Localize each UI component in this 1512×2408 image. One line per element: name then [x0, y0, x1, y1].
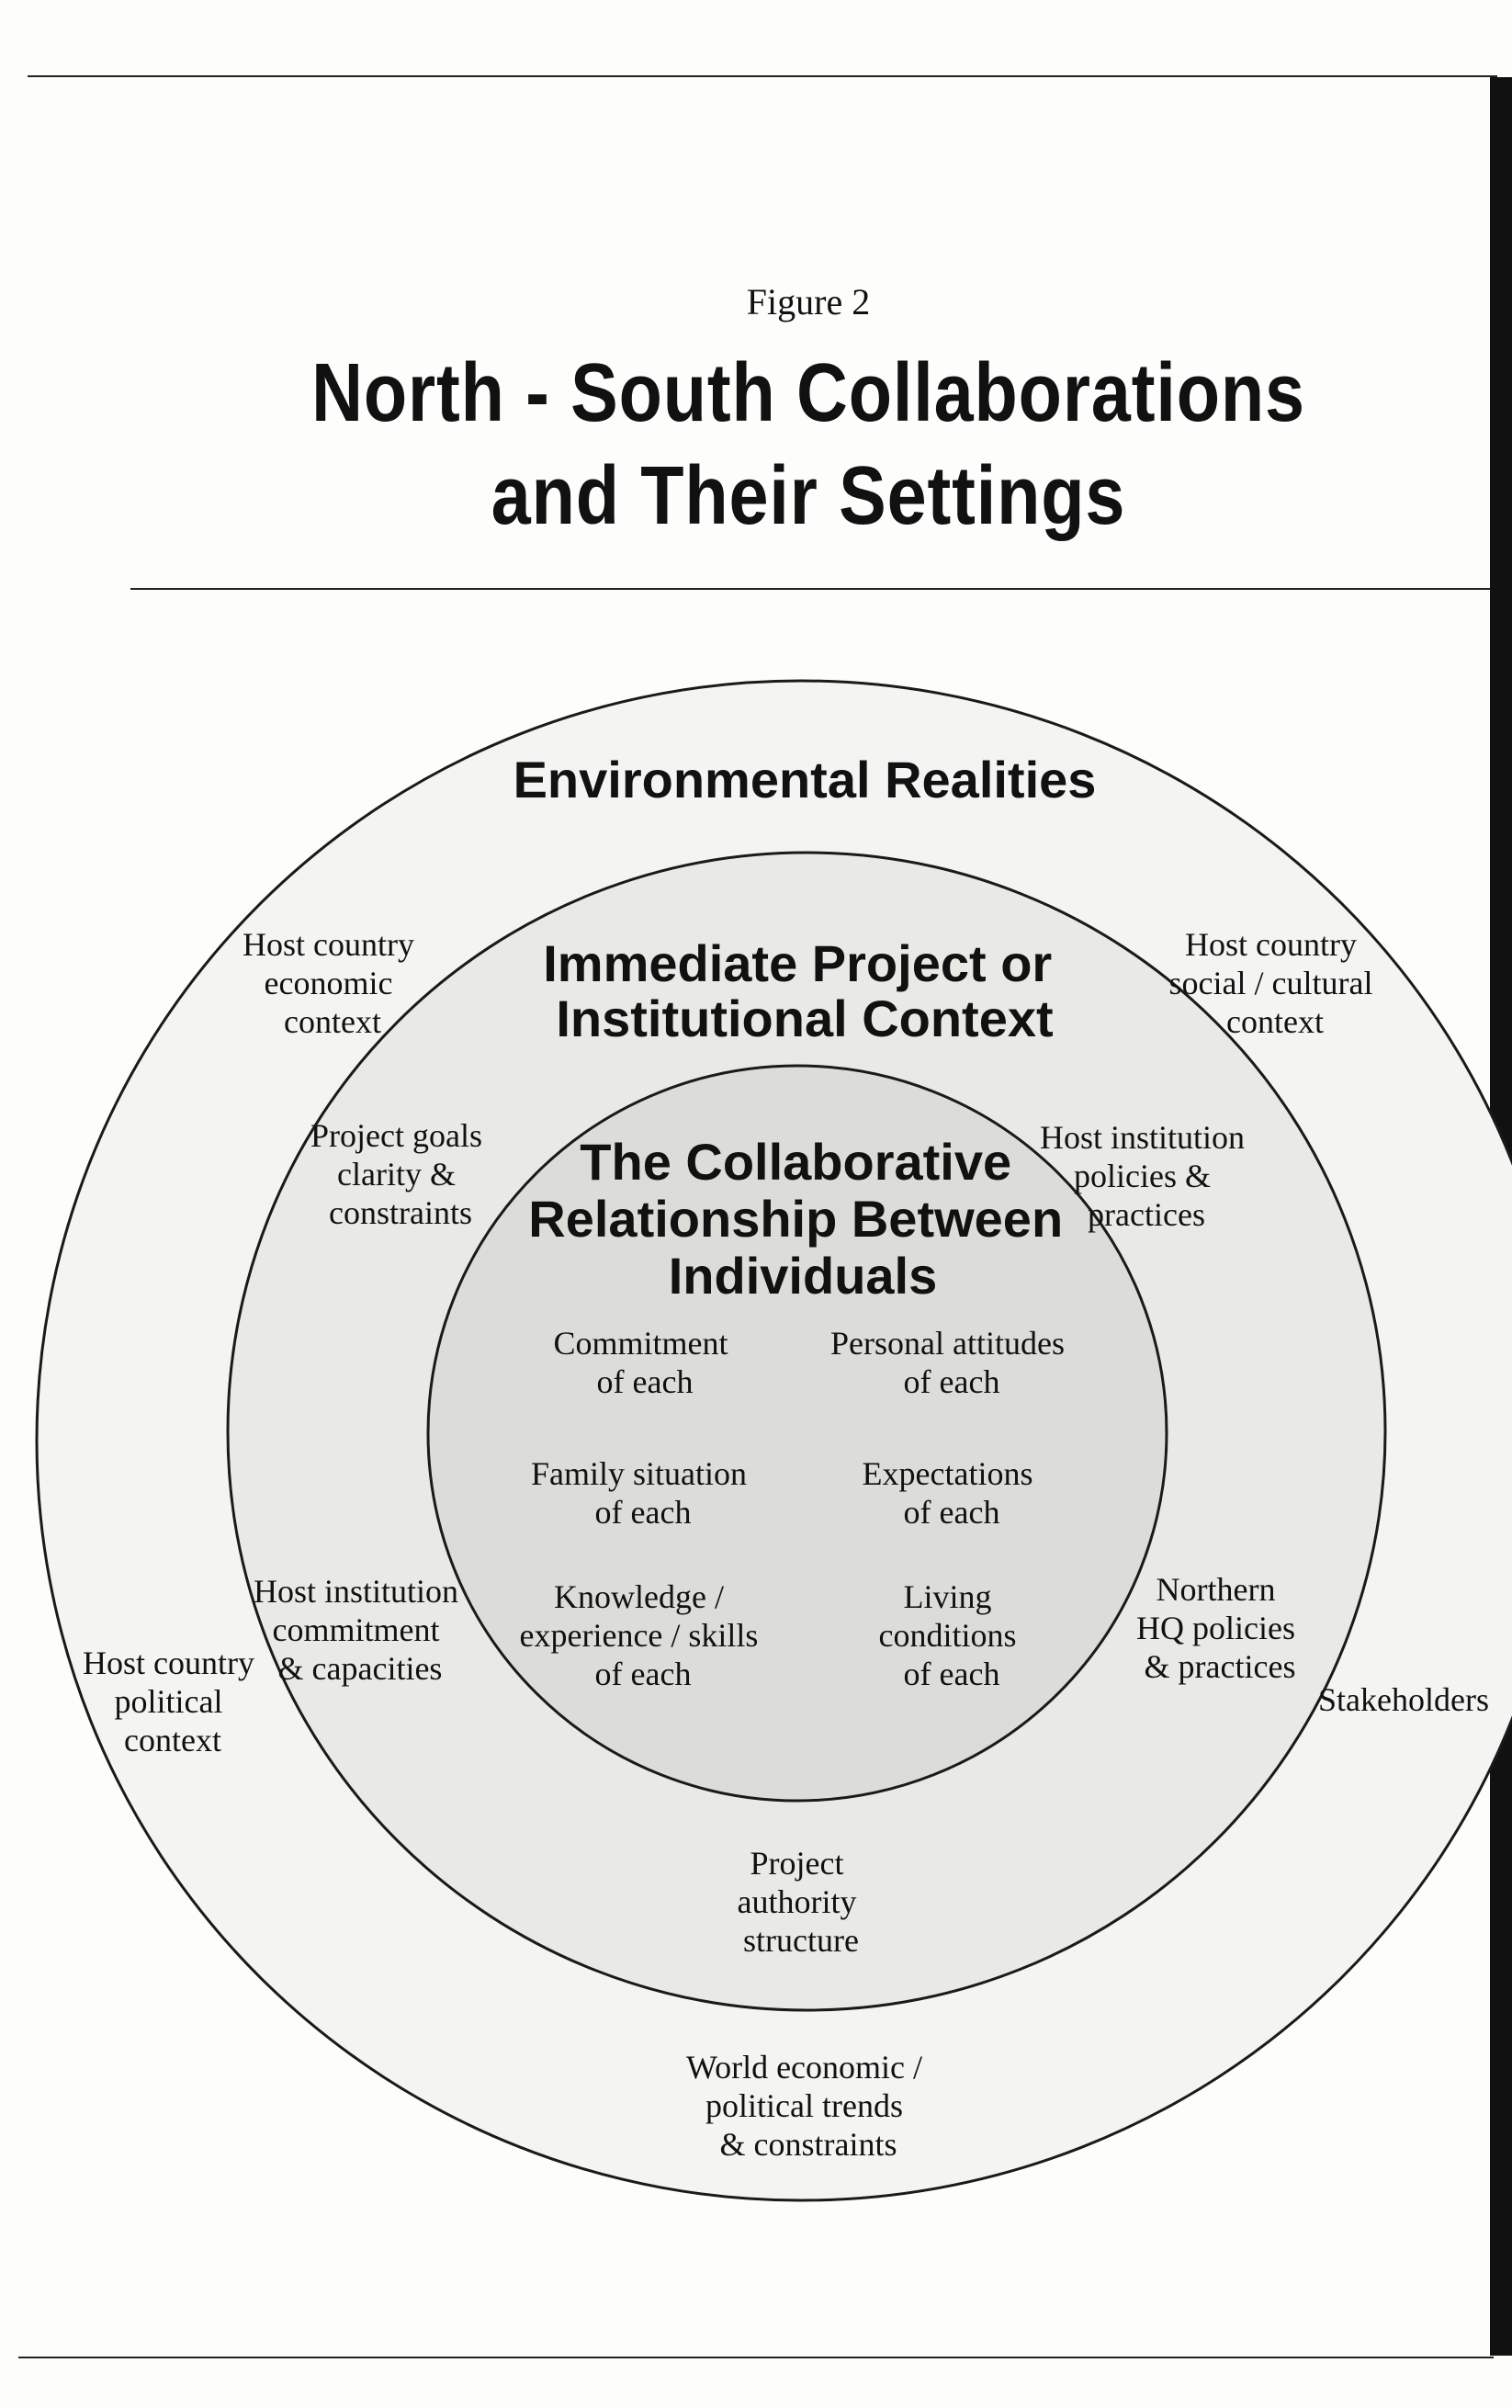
label-northern-hq-policies: Northern HQ policies & practices — [1136, 1571, 1296, 1685]
label-world-economic-political-trends: World economic / political trends & constraints — [685, 2049, 923, 2163]
label-family-situation: Family situation of each — [530, 1455, 748, 1531]
label-stakeholders: Stakeholders — [1318, 1681, 1489, 1718]
figure-title-line-2: and Their Settings — [491, 450, 1126, 542]
middle-ring-heading — [543, 934, 1066, 1047]
label-project-authority-structure: Project authority structure — [737, 1845, 859, 1959]
label-knowledge-experience-skills: Knowledge / experience / skills of each — [519, 1578, 759, 1692]
figure-label: Figure 2 — [746, 281, 871, 322]
inner-heading-line-2: Relationship Between — [528, 1190, 1064, 1248]
figure-title-line-1: North - South Collaborations — [311, 347, 1305, 439]
label-project-goals: Project goals clarity & constraints — [310, 1117, 482, 1231]
label-host-economic-context: Host country economic context — [243, 926, 414, 1040]
label-host-political-context: Host country political context — [83, 1645, 254, 1758]
label-host-institution-commitment: Host institution commitment & capacities — [253, 1573, 459, 1687]
label-expectations: Expectations of each — [862, 1455, 1033, 1531]
label-personal-attitudes: Personal attitudes of each — [830, 1325, 1065, 1400]
label-commitment: Commitment of each — [553, 1325, 728, 1400]
label-host-social-cultural-context: Host country social / cultural context — [1168, 926, 1373, 1040]
inner-heading-line-1: The Collaborative — [580, 1133, 1012, 1191]
middle-ring-heading-line-1: Immediate Project or — [543, 934, 1053, 992]
outer-ring-heading: Environmental Realities — [513, 751, 1097, 808]
label-living-conditions: Living conditions of each — [878, 1578, 1017, 1692]
middle-ring-heading-line-2: Institutional Context — [556, 989, 1054, 1047]
label-host-institution-policies: Host institution policies & practices — [1039, 1119, 1246, 1233]
inner-heading-line-3: Individuals — [668, 1247, 938, 1305]
